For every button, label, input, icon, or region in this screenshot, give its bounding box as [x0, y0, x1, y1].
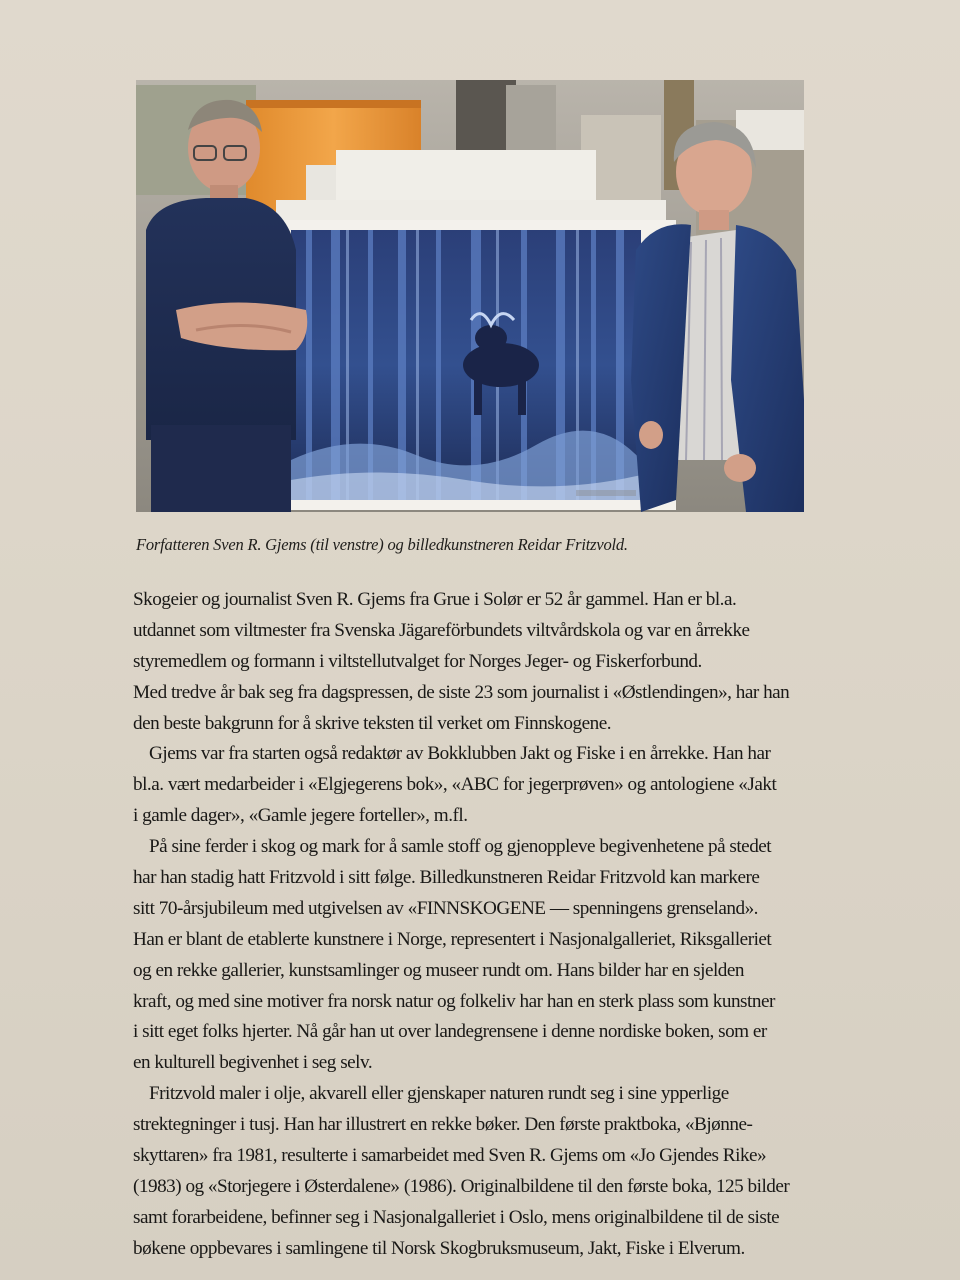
body-text: [133, 585, 863, 1265]
text-line: har han stadig hatt Fritzvold i sitt følge. Billedkunstneren Reidar Fritzvold kan markere: [133, 867, 760, 889]
text-line: Med tredve år bak seg fra dagspressen, de siste 23 som journalist i «Østlendingen», har han: [133, 681, 790, 703]
text-line: Skogeier og journalist Sven R. Gjems fra Grue i Solør er 52 år gammel. Han er bl.a.: [133, 589, 737, 610]
text-line: sitt 70-årsjubileum med utgivelsen av «FINNSKOGENE — spenningens grenseland».: [133, 897, 758, 919]
photo-caption: Forfatteren Sven R. Gjems (til venstre) og billedkunstneren Reidar Fritzvold.: [136, 535, 628, 554]
text-line: samt forarbeidene, befinner seg i Nasjonalgalleriet i Oslo, mens originalbildene til de siste: [133, 1206, 780, 1228]
text-line: en kulturell begivenhet i seg selv.: [133, 1052, 373, 1074]
text-line: skyttaren» fra 1981, resulterte i samarbeidet med Sven R. Gjems om «Jo Gjendes Rike»: [133, 1145, 767, 1167]
text-line: og en rekke gallerier, kunstsamlinger og museer rundt om. Hans bilder har en sjelden: [133, 959, 745, 981]
text-line: Fritzvold maler i olje, akvarell eller gjenskaper naturen rundt seg i sine ypperlige: [149, 1083, 729, 1105]
text-line: Han er blant de etablerte kunstnere i Norge, representert i Nasjonalgalleriet, Riksgalleriet: [133, 928, 772, 950]
text-line: Gjems var fra starten også redaktør av Bokklubben Jakt og Fiske i en årrekke. Han har: [149, 743, 771, 765]
text-line: strektegninger i tusj. Han har illustrert en rekke bøker. Den første praktboka, «Bjønne-: [133, 1114, 753, 1136]
text-line: bøkene oppbevares i samlingene til Norsk Skogbruksmuseum, Jakt, Fiske i Elverum.: [133, 1237, 745, 1259]
text-line: På sine ferder i skog og mark for å samle stoff og gjenoppleve begivenhetene på stedet: [149, 836, 772, 858]
text-line: den beste bakgrunn for å skrive teksten til verket om Finnskogene.: [133, 712, 612, 734]
text-line: (1983) og «Storjegere i Østerdalene» (1986). Originalbildene til den første boka, 125 bilder: [133, 1175, 790, 1197]
text-line: i gamle dager», «Gamle jegere forteller», m.fl.: [133, 805, 468, 827]
text-line: i sitt eget folks hjerter. Nå går han ut over landegrensene i denne nordiske boken, som er: [133, 1021, 767, 1043]
text-line: kraft, og med sine motiver fra norsk natur og folkeliv har han en sterk plass som kunstner: [133, 990, 775, 1012]
text-line: bl.a. vært medarbeider i «Elgjegerens bok», «ABC for jegerprøven» og antologiene «Jakt: [133, 774, 777, 796]
author-artist-photo: [136, 80, 804, 512]
text-line: utdannet som viltmester fra Svenska Jägareförbundets viltvårdskola og var en årrekke: [133, 619, 750, 641]
text-line: styremedlem og formann i viltstellutvalget for Norges Jeger- og Fiskerforbund.: [133, 650, 702, 672]
